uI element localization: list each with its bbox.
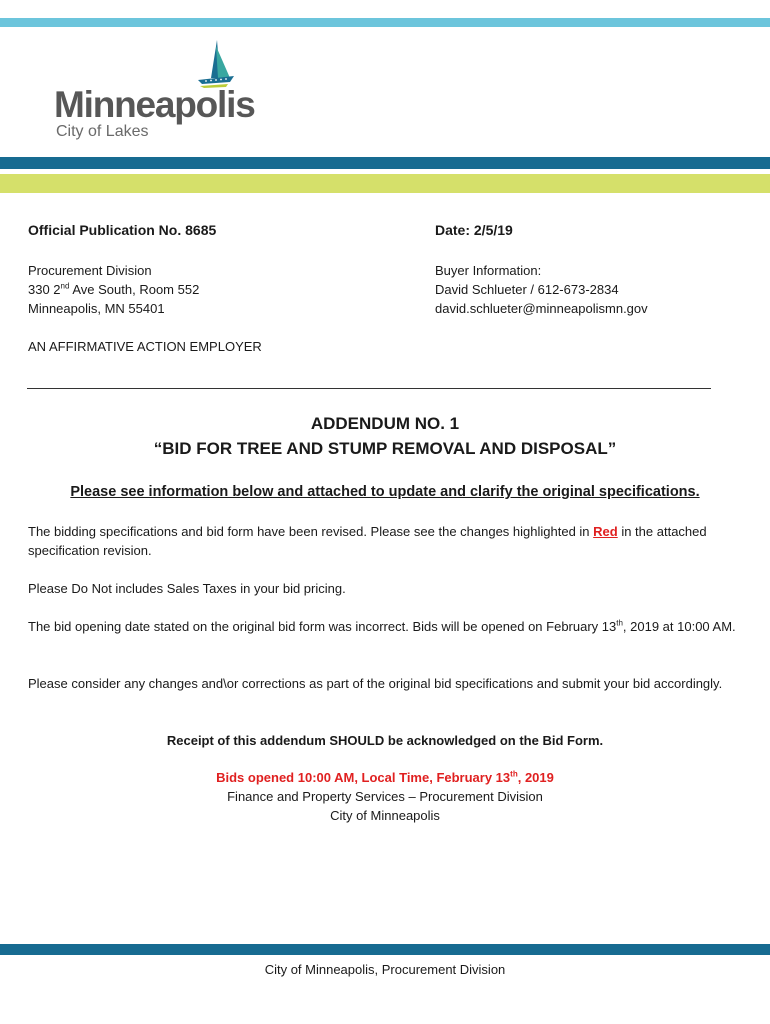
address-line-2: 330 2nd Ave South, Room 552 <box>28 281 200 297</box>
addendum-title: ADDENDUM NO. 1 <box>310 414 460 433</box>
employer-statement: AN AFFIRMATIVE ACTION EMPLOYER <box>28 339 262 354</box>
logo-wordmark: Minneapolis <box>54 84 255 125</box>
minneapolis-logo <box>50 38 255 148</box>
paragraph-revision: The bidding specifications and bid form have been revised. Please see the changes highlighted in Red in the attached specification revision. <box>28 524 707 558</box>
divider <box>27 388 711 389</box>
footer-text: City of Minneapolis, Procurement Division <box>264 962 506 977</box>
header-band-green <box>0 174 770 193</box>
receipt-notice: Receipt of this addendum SHOULD be acknowledged on the Bid Form. <box>166 733 604 748</box>
red-highlight-word: Red <box>593 524 618 539</box>
buyer-label: Buyer Information: <box>435 263 542 278</box>
publication-date: Date: 2/5/19 <box>435 222 513 238</box>
footer-band <box>0 944 770 955</box>
department-name: Finance and Property Services – Procurement Division <box>227 789 543 804</box>
paragraph-corrections: Please consider any changes and\or corrections as part of the original bid specifications and submit your bid accordingly. <box>28 676 723 691</box>
paragraph-sales-tax: Please Do Not includes Sales Taxes in your bid pricing. <box>28 581 346 596</box>
header-band-blue <box>0 157 770 169</box>
publication-number: Official Publication No. 8685 <box>28 222 217 238</box>
addendum-subtitle: “BID FOR TREE AND STUMP REMOVAL AND DISPOSAL” <box>153 439 617 458</box>
buyer-email: david.schlueter@minneapolismn.gov <box>435 301 648 316</box>
buyer-information <box>435 261 648 318</box>
city-name: City of Minneapolis <box>330 808 440 823</box>
procurement-address <box>28 261 199 318</box>
buyer-contact: David Schlueter / 612-673-2834 <box>435 282 619 297</box>
address-line-3: Minneapolis, MN 55401 <box>28 301 165 316</box>
bids-opened-notice: Bids opened 10:00 AM, Local Time, February 13th, 2019 <box>216 769 554 785</box>
addendum-instruction: Please see information below and attached to update and clarify the original specifications. <box>70 484 700 500</box>
logo-tagline: City of Lakes <box>56 123 149 140</box>
paragraph-bid-opening: The bid opening date stated on the original bid form was incorrect. Bids will be opened on February 13th, 2019 at 10:00 AM. <box>28 618 736 634</box>
top-accent-bar <box>0 18 770 27</box>
address-line-1: Procurement Division <box>28 263 152 278</box>
